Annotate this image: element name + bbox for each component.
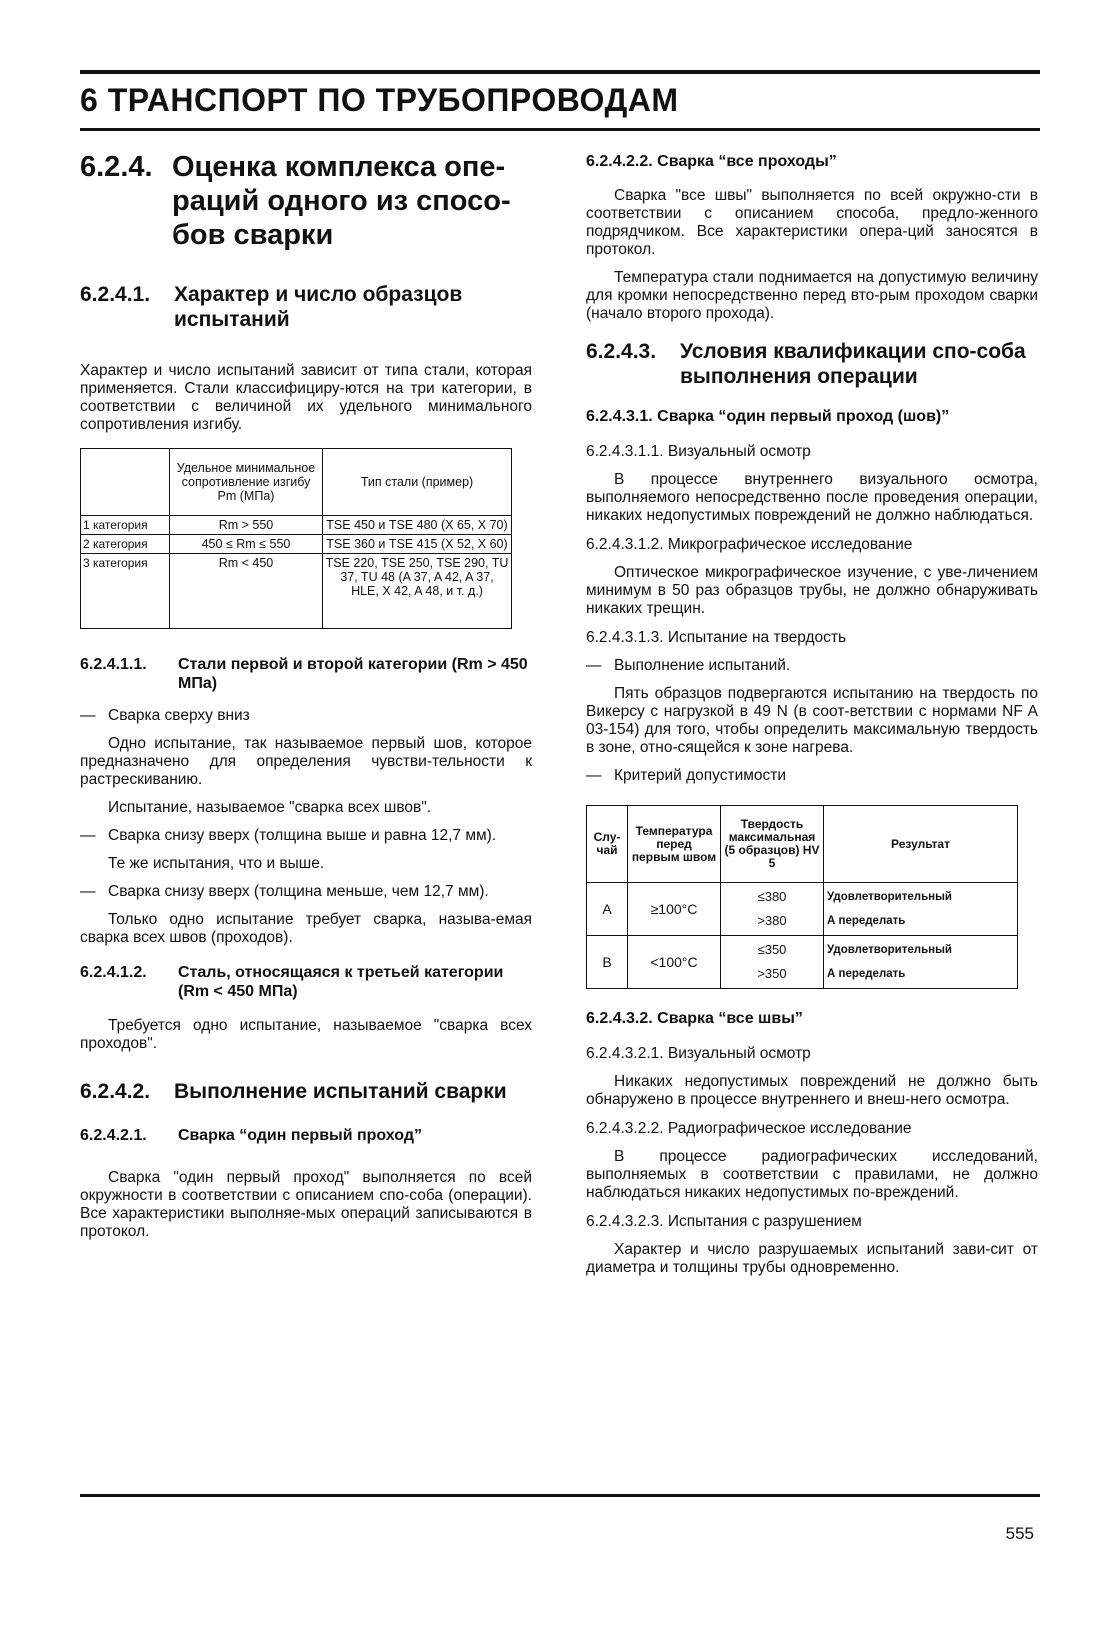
section-6-2-4-3-heading: [586, 339, 1038, 389]
title-underline: [80, 128, 1040, 131]
section-title: Условия квалификации спо-соба выполнения операции: [680, 340, 1026, 388]
section-number: 6.2.4.1.: [80, 283, 151, 306]
table-row: [587, 936, 1018, 989]
section-6-2-4-3-1-heading: 6.2.4.3.1. Сварка “один первый проход (шов)”: [586, 408, 950, 425]
section-6-2-4-1-heading: [80, 282, 532, 332]
steel-category-table: [80, 448, 512, 629]
section-title: Характер и число образцов испытаний: [174, 283, 463, 331]
section-6-2-4-1-2-heading: [80, 963, 532, 1001]
hardness-value: >350: [757, 966, 787, 981]
paragraph: Те же испытания, что и выше.: [108, 855, 325, 872]
section-number: 6.2.4.: [80, 151, 153, 183]
result-cell: [824, 936, 1018, 989]
top-rule: [80, 70, 1040, 74]
paragraph: Пять образцов подвергаются испытанию на твердость по Викерсу с нагрузкой в 49 N (в соот-ветствии с нормами NF A 03-154) для того, чтобы определить максимальную твердость в зоне, отно-сящейся к зоне нагрева.: [586, 685, 1038, 756]
category-cell: 1 категория: [81, 516, 170, 535]
paragraph: Оптическое микрографическое изучение, с уве-личением минимум в 50 раз образцов трубы, не должно обнаруживать никаких трещин.: [586, 564, 1038, 617]
temp-cell: <100°C: [628, 936, 721, 989]
dash-marker: —: [80, 827, 96, 844]
value-cell: Rm < 450: [170, 554, 323, 629]
section-6-2-4-2-heading: [80, 1079, 532, 1104]
hardness-cell: [721, 883, 824, 936]
dash-marker: —: [586, 767, 602, 784]
table-header-cell: Тип стали (пример): [323, 449, 512, 516]
result-value: Удовлетворительный: [827, 891, 952, 903]
dash-item: [586, 767, 1038, 785]
paragraph: Сварка "все швы" выполняется по всей окружно-сти в соответствии с описанием способа, предло-женного подрядчиком. Все характеристики опера-ций заносятся в протокол.: [586, 187, 1038, 258]
paragraph: Испытание, называемое "сварка всех швов".: [108, 799, 432, 816]
section-6-2-4-2-2-heading: 6.2.4.2.2. Сварка “все проходы”: [586, 153, 837, 170]
table-header-cell: [81, 449, 170, 516]
paragraph: Никаких недопустимых повреждений не должно быть обнаружено в процессе внутреннего и внеш-него осмотра.: [586, 1073, 1038, 1108]
section-title: Стали первой и второй категории (Rm > 450 МПа): [178, 656, 528, 692]
section-number: 6.2.4.1.2.: [80, 964, 147, 981]
paragraph: Температура стали поднимается на допустимую величину для кромки непосредственно перед вто-рым проходом сварки (начало второго прохода).: [586, 269, 1038, 322]
temp-cell: ≥100°C: [628, 883, 721, 936]
hardness-value: >380: [757, 913, 787, 928]
page-number: 555: [1005, 1524, 1034, 1543]
hardness-value: ≤380: [757, 889, 787, 904]
result-cell: [824, 883, 1018, 936]
case-cell: B: [587, 936, 628, 989]
category-cell: 3 категория: [81, 554, 170, 629]
dash-text: Сварка сверху вниз: [108, 707, 250, 724]
result-value: А переделать: [827, 968, 906, 980]
dash-text: Выполнение испытаний.: [614, 657, 791, 674]
subsection-heading: 6.2.4.3.2.3. Испытания с разрушением: [586, 1213, 862, 1230]
table-header-cell: Удельное минимальное сопротивление изгибу Pm (МПа): [170, 449, 323, 516]
paragraph: Сварка "один первый проход" выполняется по всей окружности в соответствии с описанием спо-соба (операции). Все характеристики выполняе-мых операций записываются в протокол.: [80, 1169, 532, 1240]
result-value: Удовлетворительный: [827, 944, 952, 956]
subsection-heading: 6.2.4.3.2.1. Визуальный осмотр: [586, 1045, 811, 1062]
subsection-heading: 6.2.4.3.1.1. Визуальный осмотр: [586, 443, 811, 460]
section-title: Сварка “один первый проход”: [178, 1127, 423, 1144]
dash-item: [80, 827, 532, 845]
table-header-cell: Результат: [824, 806, 1018, 883]
value-cell: 450 ≤ Rm ≤ 550: [170, 535, 323, 554]
dash-text: Критерий допустимости: [614, 767, 787, 784]
bottom-rule: [80, 1494, 1040, 1497]
section-number: 6.2.4.3.: [586, 340, 657, 363]
case-cell: A: [587, 883, 628, 936]
paragraph: Характер и число разрушаемых испытаний зави-сит от диаметра и толщины трубы одновременно.: [586, 1241, 1038, 1276]
steel-cell: TSE 450 и TSE 480 (X 65, X 70): [323, 516, 512, 535]
value-cell: Rm > 550: [170, 516, 323, 535]
section-6-2-4-heading: [80, 150, 532, 252]
dash-item: [586, 657, 1038, 675]
steel-cell: TSE 360 и TSE 415 (X 52, X 60): [323, 535, 512, 554]
chapter-title: 6 ТРАНСПОРТ ПО ТРУБОПРОВОДАМ: [80, 82, 679, 118]
paragraph: Только одно испытание требует сварка, называ-емая сварка всех швов (проходов).: [80, 911, 532, 946]
subsection-heading: 6.2.4.3.2.2. Радиографическое исследование: [586, 1120, 912, 1137]
hardness-cell: [721, 936, 824, 989]
section-number: 6.2.4.2.1.: [80, 1127, 147, 1144]
section-6-2-4-2-1-heading: [80, 1126, 532, 1145]
table-header-cell: Температура перед первым швом: [628, 806, 721, 883]
section-6-2-4-1-1-heading: [80, 655, 532, 693]
paragraph: В процессе внутреннего визуального осмотра, выполняемого непосредственно после проведения операции, никаких недопустимых повреждений не должно наблюдаться.: [586, 471, 1038, 524]
table-row: [81, 535, 512, 554]
subsection-heading: 6.2.4.3.1.2. Микрографическое исследование: [586, 536, 913, 553]
steel-cell: TSE 220, TSE 250, TSE 290, TU 37, TU 48 (A 37, A 42, A 37, HLE, X 42, A 48, и т. д.): [323, 554, 512, 629]
dash-item: [80, 707, 532, 725]
table-row: [81, 516, 512, 535]
left-column: [80, 146, 532, 1251]
table-row: [81, 554, 512, 629]
category-cell: 2 категория: [81, 535, 170, 554]
dash-marker: —: [80, 883, 96, 900]
section-6-2-4-3-2-heading: 6.2.4.3.2. Сварка “все швы”: [586, 1010, 803, 1027]
subsection-heading: 6.2.4.3.1.3. Испытание на твердость: [586, 629, 847, 646]
dash-marker: —: [80, 707, 96, 724]
section-title: Сталь, относящаяся к третьей категории (Rm < 450 МПа): [178, 964, 504, 1000]
intro-paragraph: Характер и число испытаний зависит от типа стали, которая применяется. Стали классифициру-ются на три категории, в соответствии с величиной их удельного минимального сопротивления изгибу.: [80, 362, 532, 433]
paragraph: Одно испытание, так называемое первый шов, которое предназначено для определения чувстви-тельности к растрескиванию.: [80, 735, 532, 788]
section-title: Оценка комплекса опе-раций одного из спосо-бов сварки: [172, 151, 511, 251]
table-header-cell: Твердость максимальная (5 образцов) HV 5: [721, 806, 824, 883]
right-column: [586, 146, 1038, 1287]
paragraph: В процессе радиографических исследований, выполняемых в соответствии с правилами, не должно наблюдаться никаких недопустимых по-вреждений.: [586, 1148, 1038, 1201]
section-title: Выполнение испытаний сварки: [174, 1080, 507, 1103]
section-number: 6.2.4.2.: [80, 1080, 151, 1103]
section-number: 6.2.4.1.1.: [80, 656, 147, 673]
hardness-criteria-table: [586, 805, 1018, 989]
table-header-row: [81, 449, 512, 516]
result-value: А переделать: [827, 915, 906, 927]
dash-text: Сварка снизу вверх (толщина меньше, чем 12,7 мм).: [108, 883, 489, 900]
dash-marker: —: [586, 657, 602, 674]
dash-text: Сварка снизу вверх (толщина выше и равна 12,7 мм).: [108, 827, 497, 844]
paragraph: Требуется одно испытание, называемое "сварка всех проходов".: [80, 1017, 532, 1052]
dash-item: [80, 883, 532, 901]
table-header-row: [587, 806, 1018, 883]
table-row: [587, 883, 1018, 936]
table-header-cell: Слу-чай: [587, 806, 628, 883]
hardness-value: ≤350: [757, 942, 787, 957]
